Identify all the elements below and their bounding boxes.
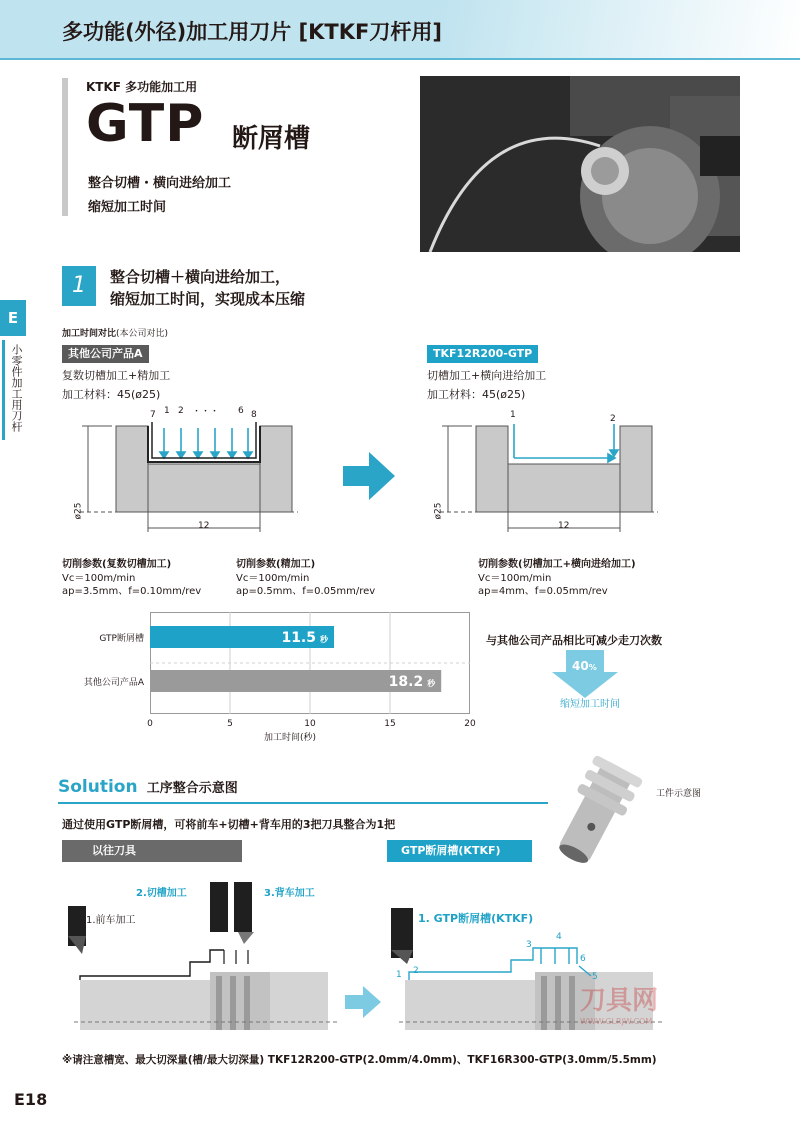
params-value: ap=3.5mm、f=0.10mm/rev xyxy=(62,586,202,597)
old-step-3: 3.背车加工 xyxy=(264,888,315,899)
gtp-process: 切槽加工+横向进给加工 xyxy=(427,369,547,382)
gtp-tools-tag: GTP断屑槽(KTKF) xyxy=(387,840,532,862)
machine-photo xyxy=(420,76,740,252)
pass-label: 2 xyxy=(178,406,184,416)
gtp-marker: 5 xyxy=(592,972,598,982)
pass-label: 1 xyxy=(510,410,516,420)
pass-label: 2 xyxy=(610,414,616,424)
params-value: ap=4mm、f=0.05mm/rev xyxy=(478,586,608,597)
section-heading-line-1: 整合切槽＋横向进给加工， xyxy=(110,268,291,286)
solution-heading: Solution 工序整合示意图 xyxy=(58,777,238,797)
product-code: GTP xyxy=(86,94,205,154)
page-number: E18 xyxy=(14,1090,48,1109)
pass-label: 6 xyxy=(238,406,244,416)
chart-category-label: 其他公司产品A xyxy=(83,678,144,688)
reduction-caption: 与其他公司产品相比可减少走刀次数 xyxy=(486,634,662,647)
gtp-marker: 2 xyxy=(413,966,419,976)
gtp-material: 加工材料：45(ø25) xyxy=(427,388,526,401)
gtp-marker: 1 xyxy=(396,970,402,980)
params-title: 切削参数(切槽加工+横向进给加工) xyxy=(478,559,636,570)
side-tab-letter: E xyxy=(0,300,26,336)
pass-label: 7 xyxy=(150,410,156,420)
chart-value-label: 11.5 xyxy=(281,630,316,646)
product-subtitle: KTKF 多功能加工用 xyxy=(86,80,198,94)
chart-unit-label: 秒 xyxy=(320,635,328,644)
reduction-label: 缩短加工时间 xyxy=(560,699,620,710)
dim-width: 12 xyxy=(558,521,570,531)
page-title: 多功能(外径)加工用刀片 [KTKF刀杆用] xyxy=(62,20,442,44)
pass-label: ・・・ xyxy=(192,407,220,417)
chart-unit-label: 秒 xyxy=(427,679,436,688)
old-process-diagram xyxy=(60,880,360,1040)
competitor-diagram xyxy=(60,400,310,540)
pass-label: 1 xyxy=(164,406,170,416)
gtp-diagram xyxy=(420,400,670,540)
watermark: 刀具网 WWW.GLRJW.COM xyxy=(580,986,659,1026)
chart-tick-label: 10 xyxy=(304,719,316,729)
workpiece-image xyxy=(548,752,648,868)
params-title: 切削参数(复数切槽加工) xyxy=(62,559,172,570)
intro-accent-bar xyxy=(62,78,68,216)
compare-title: 加工时间对比(本公司对比) xyxy=(62,329,169,339)
right-arrow-icon xyxy=(345,986,381,1018)
workpiece-label: 工件示意图 xyxy=(656,789,702,799)
chart-tick-label: 0 xyxy=(147,719,153,729)
footnote: ※请注意槽宽、最大切深量(槽/最大切深量) TKF12R200-GTP(2.0mm/4.0mm)、TKF16R300-GTP(3.0mm/5.5mm) xyxy=(62,1054,657,1066)
gtp-marker: 4 xyxy=(556,932,562,942)
dim-diameter: ø25 xyxy=(73,502,84,520)
params-value: Vc＝100m/min xyxy=(62,573,136,584)
gtp-marker: 6 xyxy=(580,954,586,964)
gtp-marker: 3 xyxy=(526,940,532,950)
chart-tick-label: 5 xyxy=(227,719,233,729)
solution-rule xyxy=(58,802,548,804)
down-arrow-icon xyxy=(552,650,618,698)
params-value: ap=0.5mm、f=0.05mm/rev xyxy=(236,586,376,597)
gtp-tag: TKF12R200-GTP xyxy=(427,345,538,363)
product-name: 断屑槽 xyxy=(232,124,311,154)
section-number: 1 xyxy=(62,266,96,306)
old-tools-tag: 以往刀具 xyxy=(62,840,242,862)
feature-1: 整合切槽・横向进给加工 xyxy=(88,176,232,191)
competitor-tag: 其他公司产品A xyxy=(62,345,149,363)
chart-x-axis-label: 加工时间(秒) xyxy=(263,733,317,743)
chart-value-label: 18.2 xyxy=(388,674,424,690)
pass-label: 8 xyxy=(251,410,257,420)
right-arrow-icon xyxy=(343,452,395,500)
reduction-percent: 40% xyxy=(572,659,597,673)
old-step-1: 1.前车加工 xyxy=(86,915,136,926)
gtp-step: 1. GTP断屑槽(KTKF) xyxy=(418,912,534,925)
dim-diameter: ø25 xyxy=(433,502,444,520)
section-heading-line-2: 缩短加工时间，实现成本压缩 xyxy=(110,290,306,308)
chart-tick-label: 20 xyxy=(464,719,476,729)
competitor-material: 加工材料：45(ø25) xyxy=(62,388,161,401)
params-value: Vc＝100m/min xyxy=(236,573,310,584)
old-step-2: 2.切槽加工 xyxy=(136,888,187,899)
competitor-process: 复数切槽加工+精加工 xyxy=(62,369,171,382)
chart-tick-label: 15 xyxy=(384,719,396,729)
params-value: Vc＝100m/min xyxy=(478,573,552,584)
solution-description: 通过使用GTP断屑槽，可将前车+切槽+背车用的3把刀具整合为1把 xyxy=(62,818,396,831)
side-tab-label: 小零件加工用刀杆 xyxy=(2,340,24,440)
chart-category-label: GTP断屑槽 xyxy=(99,634,144,644)
time-chart xyxy=(60,606,490,746)
feature-2: 缩短加工时间 xyxy=(88,200,167,215)
dim-width: 12 xyxy=(198,521,210,531)
params-title: 切削参数(精加工) xyxy=(236,559,316,570)
header-rule xyxy=(0,58,800,60)
